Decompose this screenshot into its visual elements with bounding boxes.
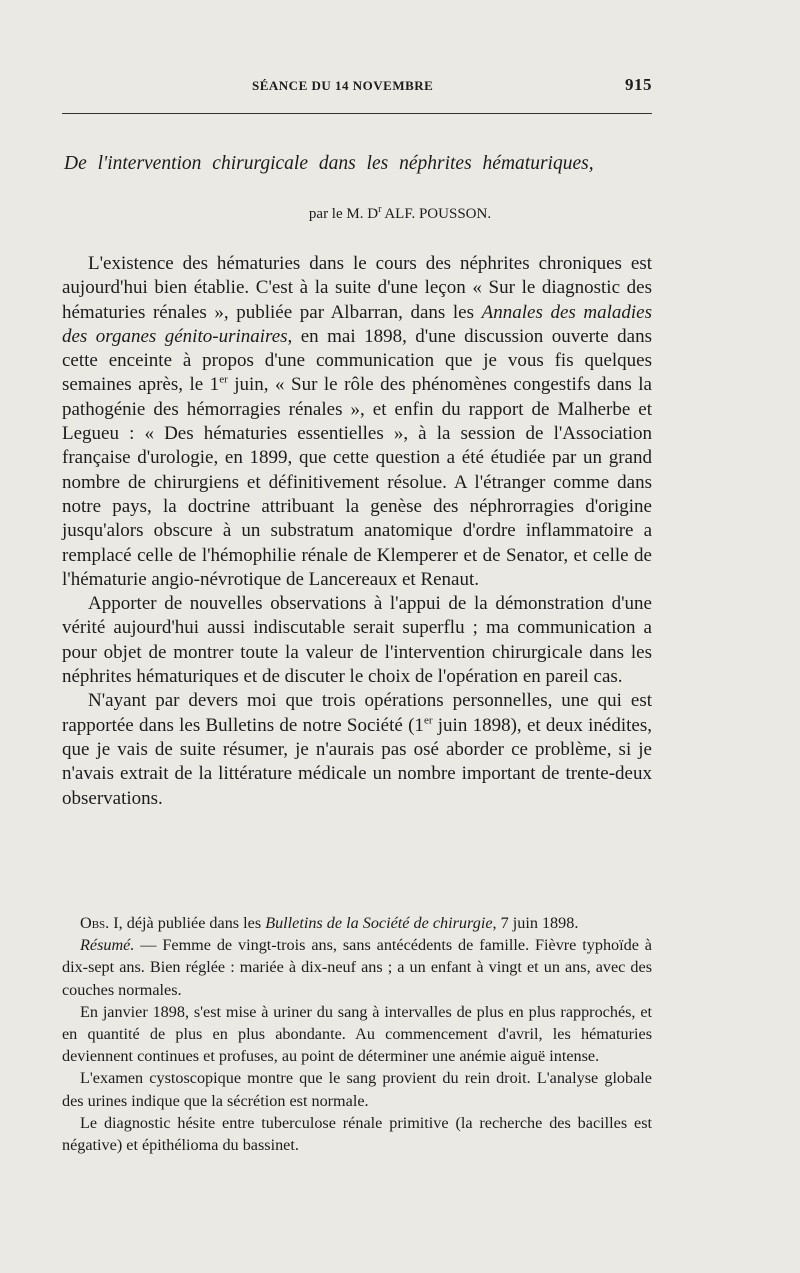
p3-text-b: juin 1898), et deux inédites, que je vais de suite résumer, je n'aurais pas osé aborder ce problème, si je n'avais extrait de la littérature médicale un nombre important de trente-deux observations. — [62, 714, 652, 809]
running-title: SÉANCE DU 14 NOVEMBRE — [252, 78, 434, 93]
p3-text-a: N'ayant par devers moi que trois opérations personnelles, une qui est rapportée dans les Bulletins de notre Société (1 — [62, 690, 652, 736]
resume-text: — Femme de vingt-trois ans, sans antécédents de famille. Fièvre typhoïde à dix-sept ans. Bien réglée : mariée à dix-neuf ans ; a un enfant à vingt et un ans, avec des couches normales. — [62, 936, 652, 999]
obs-intro-b: , 7 juin 1898. — [492, 914, 579, 932]
obs-label: Obs. — [80, 914, 110, 932]
obs-bulletin-title: Bulletins de la Société de chirurgie — [265, 914, 493, 932]
p1-text-c: juin, « Sur le rôle des phénomènes congestifs dans la pathogénie des hémorragies rénales », et enfin du rapport de Malherbe et Legueu : « Des hématuries essentielles », à la session de l'Association française d'urologie, en 1899, que cette question a été étudiée par un grand nombre de chirurgiens et définitivement résolue. A l'étranger comme dans notre pays, la doctrine attribuant la genèse des néphrorragies d'origine jusqu'alors obscure à un substratum anatomique d'ordre inflammatoire a remplacé celle de l'hémophilie rénale de Klemperer et de Senator, et celle de l'hématurie angio-névrotique de Lancereaux et Renaut. — [62, 374, 652, 590]
byline-author: ALF. POUSSON. — [381, 206, 492, 222]
article-title: De l'intervention chirurgicale dans les néphrites hématuriques, — [64, 153, 594, 174]
byline-pre: par le M. D — [308, 206, 379, 222]
obs-paragraph-3: L'examen cystoscopique montre que le sang provient du rein droit. L'analyse globale des urines indique que la sécrétion est normale. — [62, 1069, 652, 1110]
page-number: 915 — [625, 75, 652, 94]
header-rule — [62, 113, 652, 114]
byline-sup: r — [378, 204, 382, 215]
obs-paragraph-4: Le diagnostic hésite entre tuberculose rénale primitive (la recherche des bacilles est négative) et épithélioma du bassinet. — [62, 1113, 652, 1155]
article-body — [62, 252, 652, 811]
paragraph-2: Apporter de nouvelles observations à l'appui de la démonstration d'une vérité aujourd'hui aussi indiscutable serait superflu ; ma communication a pour objet de montrer toute la valeur de l'intervention chirurgicale dans les néphrites hématuriques et de discuter le choix de l'opération en pareil cas. — [62, 593, 652, 688]
obs-intro — [62, 912, 652, 934]
obs-intro-a: I, déjà publiée dans les — [109, 914, 266, 932]
obs-resume — [62, 934, 652, 1001]
journal-title: Annales des maladies des organes génito-urinaires — [62, 301, 652, 347]
running-head — [62, 76, 652, 100]
paragraph-1 — [62, 252, 652, 592]
obs-paragraph-2: En janvier 1898, s'est mise à uriner du sang à intervalles de plus en plus rapprochés, et en quantité de plus en plus abondante. Au commencement d'avril, les hématuries deviennent continues et profuses, au point de déterminer une anémie aiguë intense. — [62, 1002, 652, 1066]
p3-sup: er — [423, 714, 433, 727]
byline — [0, 204, 800, 223]
p1-text-b: , en mai 1898, d'une discussion ouverte dans cette enceinte à propos d'une communication que je vous fis quelques semaines après, le 1 — [62, 325, 652, 396]
observation-block — [62, 912, 652, 1156]
p1-sup: er — [219, 374, 228, 387]
paragraph-3 — [62, 689, 652, 810]
resume-label: Résumé. — [80, 936, 135, 955]
p1-text-a: L'existence des hématuries dans le cours des néphrites chroniques est aujourd'hui bien établie. C'est à la suite d'une leçon « Sur le diagnostic des hématuries rénales », publiée par Albarran, dans les — [62, 253, 652, 323]
